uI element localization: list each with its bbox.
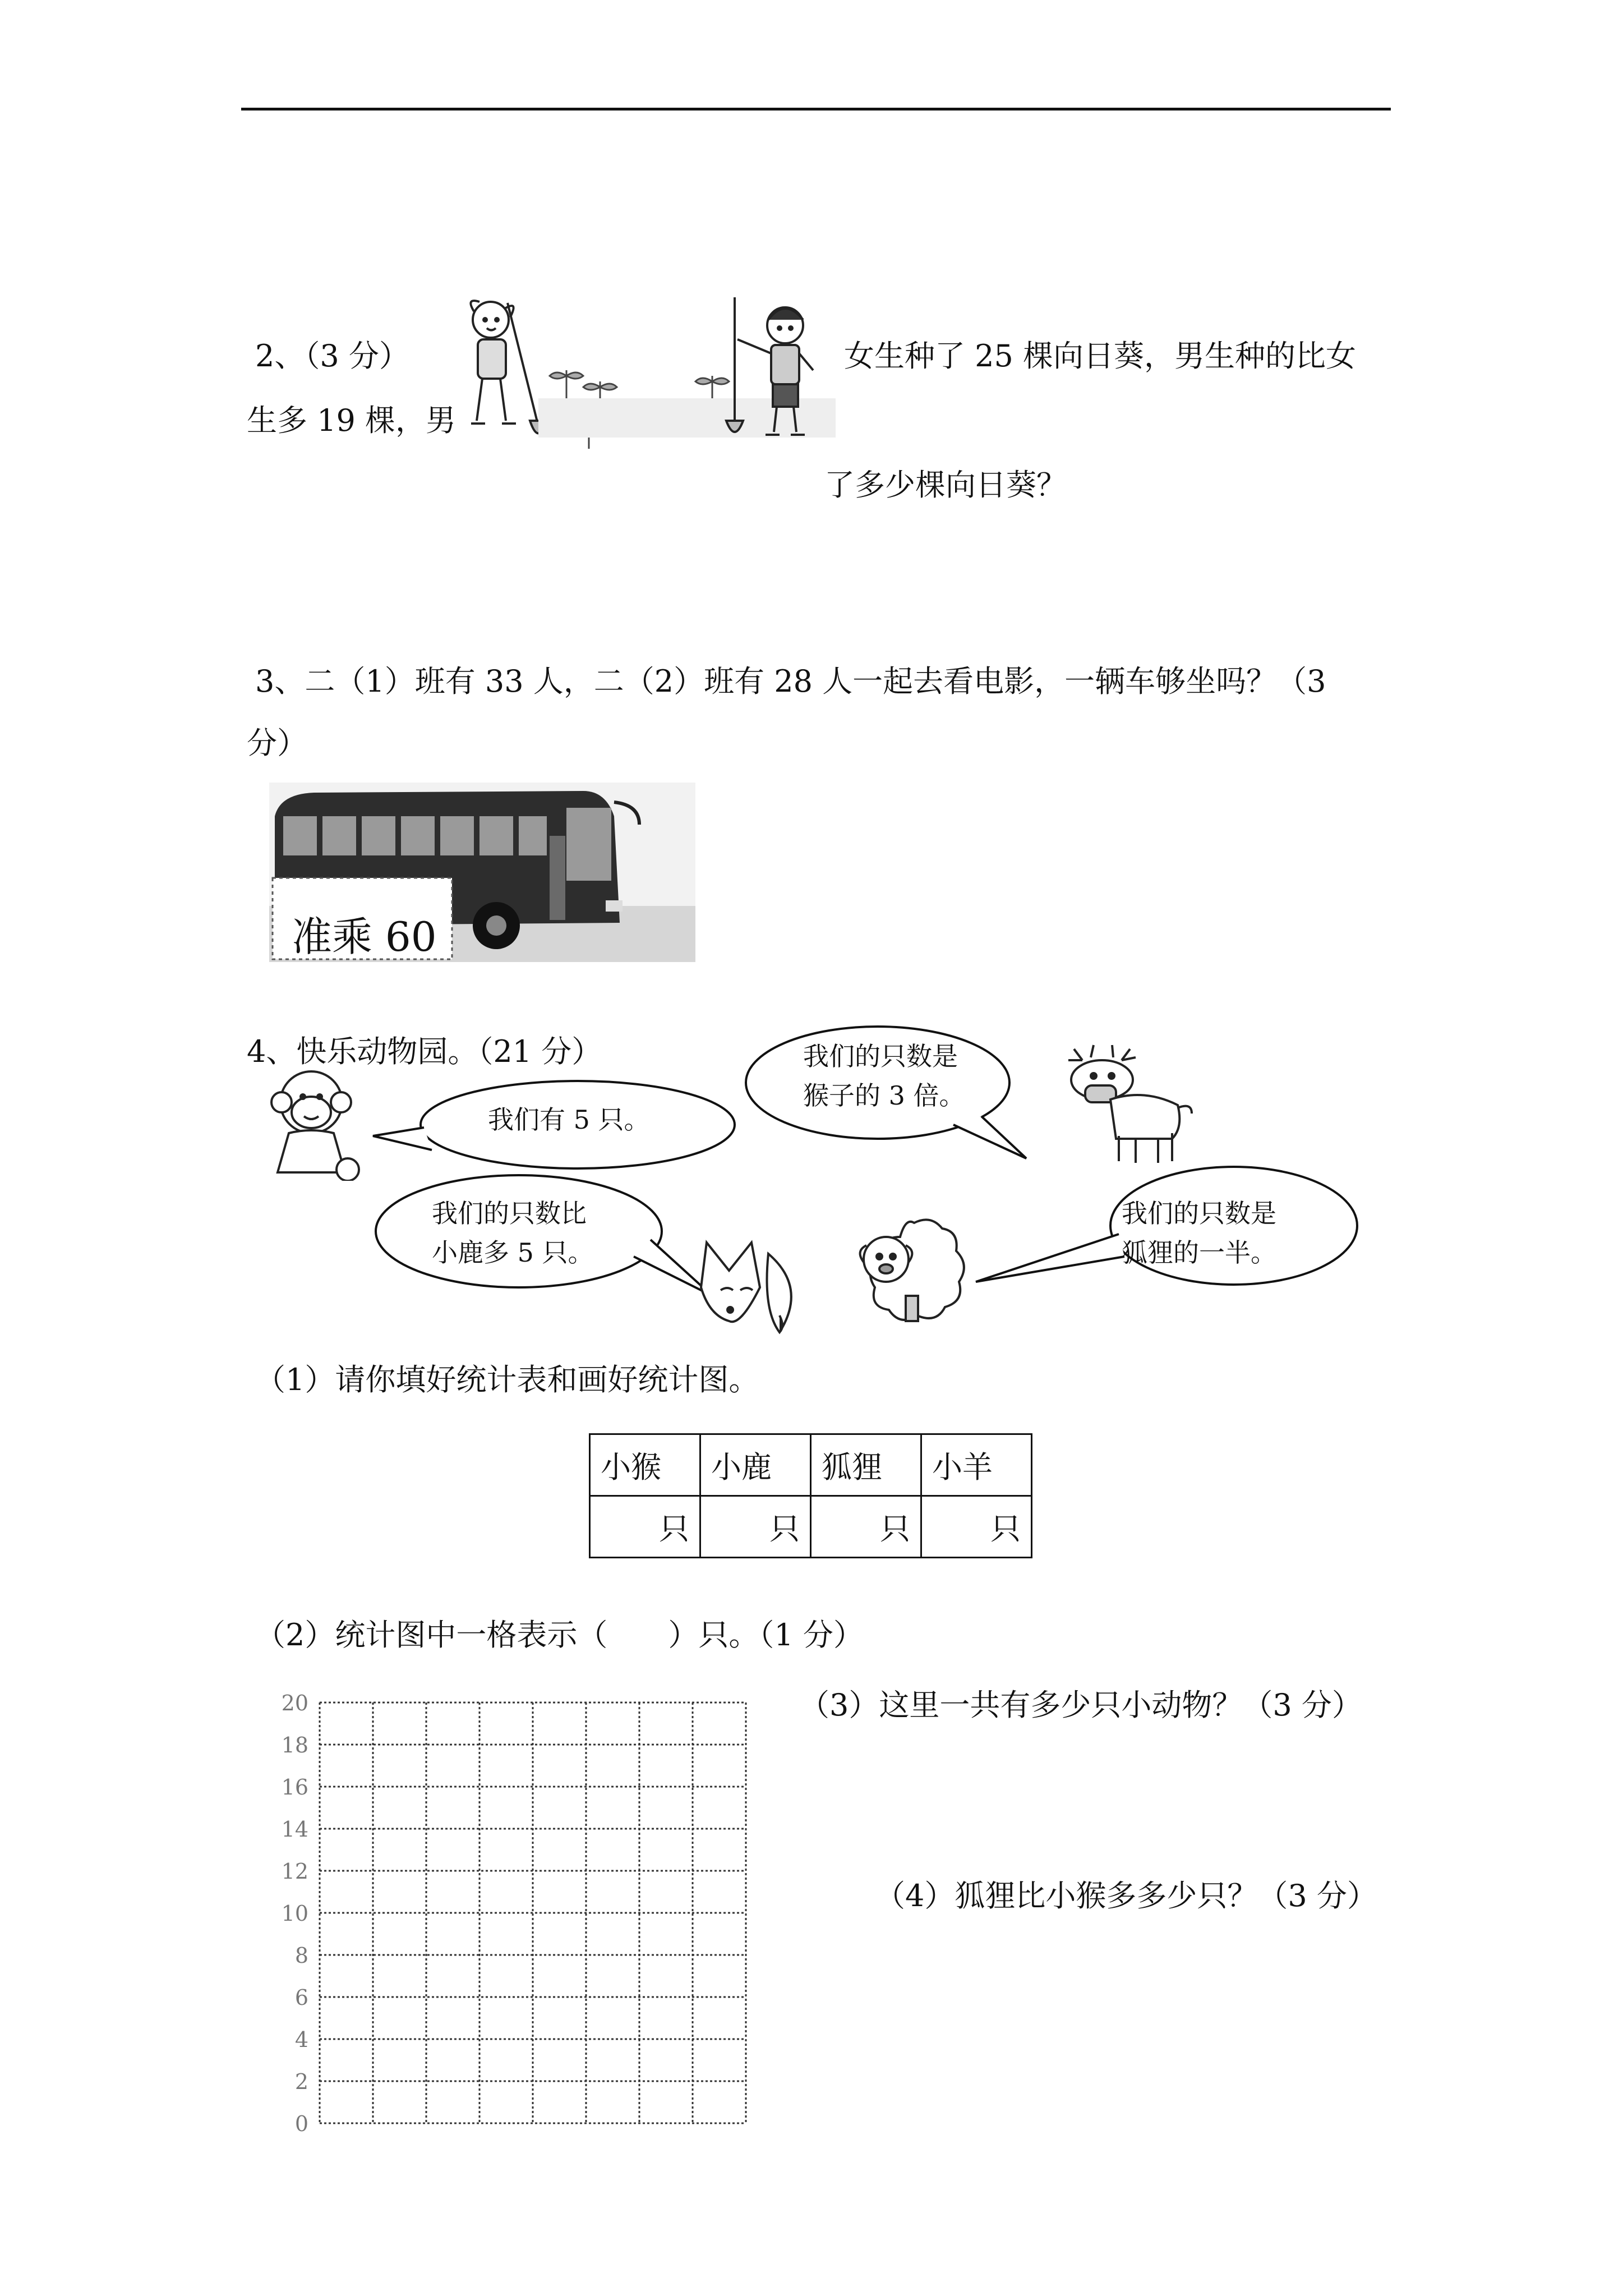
q2-line2-left: 生多 19 棵，男 (247, 403, 457, 438)
fox-bubble-line1: 我们的只数比 (432, 1198, 587, 1228)
fox-bubble-line2: 小鹿多 5 只。 (432, 1237, 594, 1268)
q3-line2: 分） (247, 725, 307, 761)
deer-bubble-line2: 猴子的 3 倍。 (803, 1080, 965, 1111)
monkey-icon (269, 1063, 370, 1181)
table-answer-cell[interactable]: 只 (590, 1496, 700, 1558)
table-header-cell: 小羊 (921, 1434, 1032, 1496)
y-tick-label: 18 (281, 1733, 308, 1757)
q4-sub4: （4）狐狸比小猴多多少只？（3 分） (875, 1878, 1377, 1913)
q2-prefix: 2、（3 分） (255, 338, 409, 374)
deer-bubble-line1: 我们的只数是 (803, 1041, 958, 1071)
sheep-bubble-line2: 狐狸的一半。 (1122, 1237, 1276, 1268)
table-header-cell: 小鹿 (700, 1434, 811, 1496)
table-header-cell: 狐狸 (811, 1434, 921, 1496)
q4-sub2: （2）统计图中一格表示（ ）只。（1 分） (255, 1617, 864, 1653)
q2-line3: 了多少棵向日葵？ (824, 467, 1067, 503)
blank-chart-grid (269, 1694, 751, 2139)
table-answer-cell[interactable]: 只 (700, 1496, 811, 1558)
table-answer-cell[interactable]: 只 (921, 1496, 1032, 1558)
table-header-row (590, 1434, 1032, 1496)
monkey-bubble-text: 我们有 5 只。 (488, 1105, 650, 1135)
y-tick-label: 4 (294, 2027, 308, 2052)
q4-sub1: （1）请你填好统计表和画好统计图。 (255, 1362, 759, 1397)
deer-icon (1060, 1043, 1200, 1172)
fox-icon (695, 1231, 808, 1338)
y-tick-label: 2 (294, 2069, 308, 2094)
q4-title: 4、快乐动物园。（21 分） (247, 1034, 602, 1069)
y-tick-label: 0 (294, 2111, 308, 2136)
bus-icon (269, 783, 695, 962)
sheep-icon (852, 1212, 976, 1329)
y-tick-label: 16 (281, 1775, 308, 1800)
bus-sign-text: 准乘 60 (292, 913, 437, 960)
y-tick-label: 20 (281, 1694, 308, 1715)
header-rule (241, 108, 1391, 111)
table-header-cell: 小猴 (590, 1434, 700, 1496)
q3-line1: 3、二（1）班有 33 人，二（2）班有 28 人一起去看电影，一辆车够坐吗？（3 (255, 664, 1326, 699)
table-value-row (590, 1496, 1032, 1558)
y-tick-label: 14 (281, 1817, 308, 1842)
y-tick-label: 10 (281, 1901, 308, 1926)
y-tick-label: 6 (294, 1985, 308, 2010)
girl-planting-icon (471, 301, 547, 433)
y-tick-label: 8 (294, 1943, 308, 1968)
blank-chart-grid-svg[interactable] (269, 1694, 751, 2137)
statistics-table (589, 1433, 1032, 1558)
q2-line1-right: 女生种了 25 棵向日葵，男生种的比女 (844, 338, 1357, 374)
y-tick-label: 12 (281, 1859, 308, 1884)
children-planting-illustration (454, 286, 847, 449)
table-answer-cell[interactable]: 只 (811, 1496, 921, 1558)
sheep-bubble-line1: 我们的只数是 (1122, 1198, 1276, 1228)
q4-sub3: （3）这里一共有多少只小动物？（3 分） (799, 1687, 1362, 1723)
